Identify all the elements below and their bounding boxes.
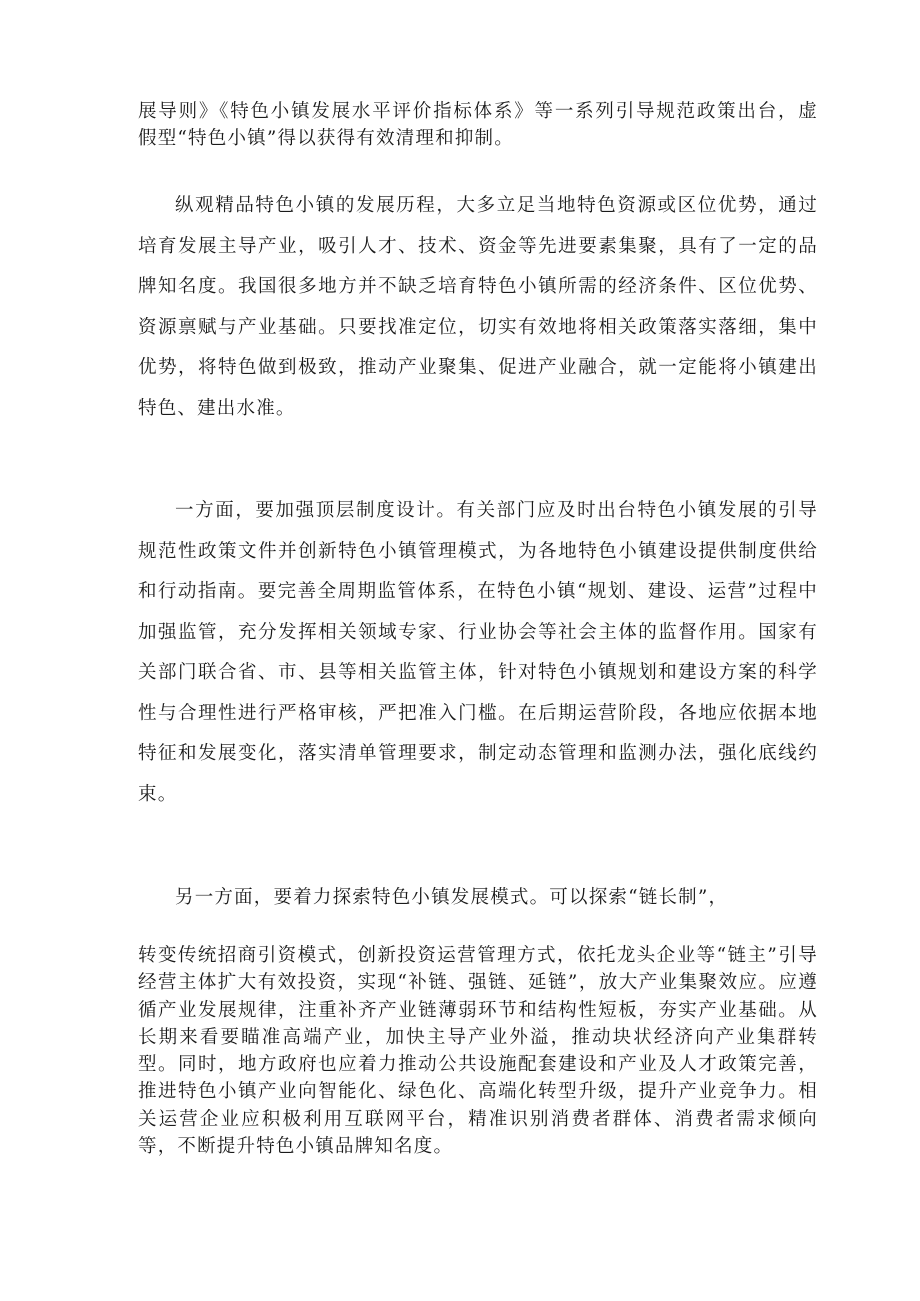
paragraph-1: 展导则》《特色小镇发展水平评价指标体系》等一系列引导规范政策出台，虚假型“特色小镇”得以获得有效清理和抑制。 bbox=[138, 101, 818, 149]
paragraph-3: 一方面，要加强顶层制度设计。有关部门应及时出台特色小镇发展的引导规范性政策文件并创新特色小镇管理模式，为各地特色小镇建设提供制度供给和行动指南。要完善全周期监管体系，在特色小镇“规划、建设、运营”过程中加强监管，充分发挥相关领域专家、行业协会等社会主体的监督作用。国家有关部门联合省、市、县等相关监管主体，针对特色小镇规划和建设方案的科学性与合理性进行严格审核，严把准入门槛。在后期运营阶段，各地应依据本地特征和发展变化，落实清单管理要求，制定动态管理和监测办法，强化底线约束。 bbox=[138, 500, 818, 805]
paragraph-2: 纵观精品特色小镇的发展历程，大多立足当地特色资源或区位优势，通过培育发展主导产业，吸引人才、技术、资金等先进要素集聚，具有了一定的品牌知名度。我国很多地方并不缺乏培育特色小镇所需的经济条件、区位优势、资源禀赋与产业基础。只要找准定位，切实有效地将相关政策落实落细，集中优势，将特色做到极致，推动产业聚集、促进产业融合，就一定能将小镇建出特色、建出水准。 bbox=[138, 195, 818, 419]
paragraph-5: 转变传统招商引资模式，创新投资运营管理方式，依托龙头企业等“链主”引导经营主体扩大有效投资，实现“补链、强链、延链”，放大产业集聚效应。应遵循产业发展规律，注重补齐产业链薄弱环节和结构性短板，夯实产业基础。从长期来看要瞄准高端产业，加快主导产业外溢，推动块状经济向产业集群转型。同时，地方政府也应着力推动公共设施配套建设和产业及人才政策完善，推进特色小镇产业向智能化、绿色化、高端化转型升级，提升产业竞争力。相关运营企业应积极利用互联网平台，精准识别消费者群体、消费者需求倾向等，不断提升特色小镇品牌知名度。 bbox=[138, 945, 818, 1158]
paragraph-4: 另一方面，要着力探索特色小镇发展模式。可以探索“链长制”， bbox=[175, 887, 729, 908]
